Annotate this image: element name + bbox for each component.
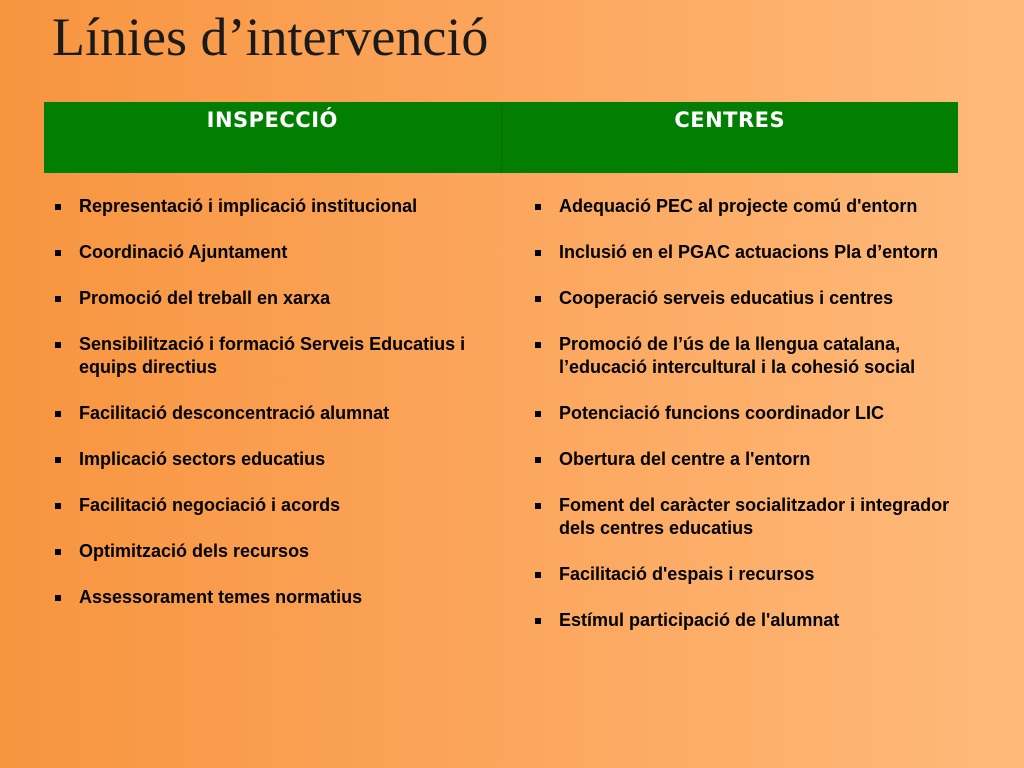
list-item-text: Promoció del treball en xarxa: [79, 288, 331, 308]
square-bullet-icon: [55, 204, 61, 210]
list-item: [532, 333, 952, 379]
square-bullet-icon: [55, 457, 61, 463]
list-item: [532, 195, 952, 218]
square-bullet-icon: [55, 342, 61, 348]
square-bullet-icon: [535, 411, 541, 417]
list-item-text: Promoció de l’ús de la llengua catalana, l’educació intercultural i la cohesió social: [559, 334, 916, 377]
list-item-text: Sensibilització i formació Serveis Educatius i equips directius: [79, 334, 466, 377]
list-item-text: Assessorament temes normatius: [79, 587, 363, 607]
list-item-text: Cooperació serveis educatius i centres: [559, 288, 894, 308]
table-header-row: [44, 102, 958, 173]
list-item: [52, 540, 512, 563]
list-item: [532, 563, 952, 586]
list-item: [532, 287, 952, 310]
square-bullet-icon: [535, 457, 541, 463]
square-bullet-icon: [55, 549, 61, 555]
square-bullet-icon: [535, 503, 541, 509]
square-bullet-icon: [55, 250, 61, 256]
square-bullet-icon: [535, 342, 541, 348]
list-item: [52, 494, 512, 517]
list-item-text: Inclusió en el PGAC actuacions Pla d’entorn: [559, 242, 939, 262]
list-item-text: Adequació PEC al projecte comú d'entorn: [559, 196, 918, 216]
list-item: [532, 494, 952, 540]
list-item-text: Representació i implicació institucional: [79, 196, 418, 216]
list-item: [532, 241, 952, 264]
list-item-text: Obertura del centre a l'entorn: [559, 449, 811, 469]
list-item-text: Facilitació negociació i acords: [79, 495, 341, 515]
square-bullet-icon: [55, 411, 61, 417]
list-item-text: Potenciació funcions coordinador LIC: [559, 403, 885, 423]
list-item: [532, 448, 952, 471]
slide-title: Línies d’intervenció: [52, 7, 489, 67]
list-item-text: Foment del caràcter socialitzador i integrador dels centres educatius: [559, 495, 950, 538]
list-item: [52, 195, 512, 218]
square-bullet-icon: [535, 572, 541, 578]
square-bullet-icon: [55, 595, 61, 601]
centres-list: [532, 195, 952, 655]
list-item-text: Facilitació desconcentració alumnat: [79, 403, 390, 423]
list-item-text: Facilitació d'espais i recursos: [559, 564, 815, 584]
list-item-text: Coordinació Ajuntament: [79, 242, 288, 262]
list-item-text: Estímul participació de l'alumnat: [559, 610, 840, 630]
list-item: [532, 402, 952, 425]
list-item-text: Optimització dels recursos: [79, 541, 310, 561]
list-item: [532, 609, 952, 632]
list-item: [52, 241, 512, 264]
list-item: [52, 586, 512, 609]
inspeccio-list: [52, 195, 512, 632]
square-bullet-icon: [55, 296, 61, 302]
square-bullet-icon: [535, 618, 541, 624]
list-item: [52, 333, 512, 379]
square-bullet-icon: [55, 503, 61, 509]
header-inspeccio: INSPECCIÓ: [44, 102, 501, 173]
list-item: [52, 402, 512, 425]
header-centres: CENTRES: [501, 102, 959, 173]
list-item: [52, 448, 512, 471]
square-bullet-icon: [535, 250, 541, 256]
list-item: [52, 287, 512, 310]
list-item-text: Implicació sectors educatius: [79, 449, 326, 469]
square-bullet-icon: [535, 296, 541, 302]
square-bullet-icon: [535, 204, 541, 210]
